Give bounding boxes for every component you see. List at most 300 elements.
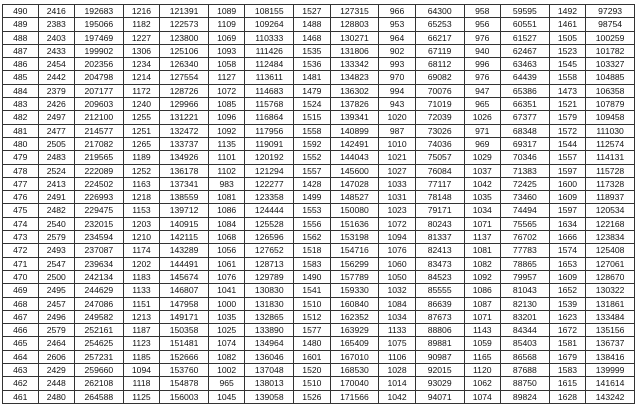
table-cell: 1609 <box>549 270 586 283</box>
table-cell: 118937 <box>586 191 635 204</box>
table-cell: 1492 <box>549 5 586 18</box>
table-body <box>3 5 635 404</box>
table-cell: 940 <box>464 44 501 57</box>
table-cell: 1572 <box>549 124 586 137</box>
table-cell: 2496 <box>38 310 75 323</box>
table-cell: 87673 <box>415 310 464 323</box>
score-cell: 465 <box>3 337 39 350</box>
table-cell: 964 <box>379 31 416 44</box>
table-cell: 60551 <box>501 18 550 31</box>
table-cell: 149171 <box>160 310 209 323</box>
table-cell: 1527 <box>294 5 331 18</box>
table-cell: 138416 <box>586 350 635 363</box>
score-cell: 486 <box>3 58 39 71</box>
table-cell: 1577 <box>294 324 331 337</box>
table-cell: 244629 <box>75 284 124 297</box>
table-row <box>3 390 635 403</box>
table-cell: 1002 <box>208 364 245 377</box>
table-cell: 112574 <box>586 137 635 150</box>
table-cell: 156299 <box>330 257 379 270</box>
table-cell: 214577 <box>75 124 124 137</box>
table-cell: 1187 <box>123 324 160 337</box>
table-cell: 1133 <box>123 284 160 297</box>
table-cell: 1557 <box>549 151 586 164</box>
table-cell: 1058 <box>208 58 245 71</box>
table-cell: 1109 <box>208 18 245 31</box>
table-cell: 217082 <box>75 137 124 150</box>
table-cell: 59595 <box>501 5 550 18</box>
table-cell: 264588 <box>75 390 124 403</box>
table-cell: 1544 <box>549 137 586 150</box>
table-cell: 902 <box>379 44 416 57</box>
table-cell: 159330 <box>330 284 379 297</box>
table-cell: 1518 <box>294 244 331 257</box>
table-cell: 239634 <box>75 257 124 270</box>
table-cell: 122277 <box>245 177 294 190</box>
table-cell: 1084 <box>208 217 245 230</box>
table-cell: 103327 <box>586 58 635 71</box>
table-cell: 234594 <box>75 231 124 244</box>
table-cell: 1060 <box>379 257 416 270</box>
table-cell: 1069 <box>208 31 245 44</box>
table-cell: 78148 <box>415 191 464 204</box>
table-cell: 2505 <box>38 137 75 150</box>
table-cell: 247086 <box>75 297 124 310</box>
table-cell: 81337 <box>415 231 464 244</box>
score-cell: 490 <box>3 5 39 18</box>
table-cell: 1021 <box>379 151 416 164</box>
table-cell: 86568 <box>501 350 550 363</box>
table-cell: 154878 <box>160 377 209 390</box>
table-cell: 1520 <box>294 364 331 377</box>
table-cell: 1029 <box>464 151 501 164</box>
table-cell: 84344 <box>501 324 550 337</box>
table-cell: 133890 <box>245 324 294 337</box>
table-cell: 996 <box>464 58 501 71</box>
table-cell: 2464 <box>38 337 75 350</box>
table-cell: 1045 <box>208 390 245 403</box>
table-cell: 2433 <box>38 44 75 57</box>
table-cell: 222089 <box>75 164 124 177</box>
table-cell: 1037 <box>464 164 501 177</box>
table-cell: 136737 <box>586 337 635 350</box>
table-cell: 1251 <box>123 124 160 137</box>
table-cell: 1601 <box>294 350 331 363</box>
table-cell: 1023 <box>379 204 416 217</box>
table-cell: 1536 <box>294 58 331 71</box>
table-cell: 101782 <box>586 44 635 57</box>
table-cell: 133484 <box>586 310 635 323</box>
table-cell: 123358 <box>245 191 294 204</box>
score-cell: 466 <box>3 324 39 337</box>
table-cell: 1106 <box>379 350 416 363</box>
table-cell: 1428 <box>294 177 331 190</box>
table-cell: 1265 <box>123 137 160 150</box>
table-cell: 2497 <box>38 111 75 124</box>
table-row <box>3 377 635 390</box>
table-cell: 976 <box>464 71 501 84</box>
table-cell: 1032 <box>379 284 416 297</box>
table-cell: 1163 <box>123 177 160 190</box>
table-cell: 1094 <box>379 231 416 244</box>
table-cell: 1597 <box>549 164 586 177</box>
table-cell: 1143 <box>464 324 501 337</box>
table-cell: 1539 <box>549 297 586 310</box>
table-cell: 139058 <box>245 390 294 403</box>
score-cell: 469 <box>3 284 39 297</box>
table-cell: 212100 <box>75 111 124 124</box>
table-cell: 2429 <box>38 364 75 377</box>
table-cell: 953 <box>379 18 416 31</box>
table-cell: 90987 <box>415 350 464 363</box>
table-cell: 1468 <box>294 31 331 44</box>
table-cell: 1076 <box>379 244 416 257</box>
table-cell: 136046 <box>245 350 294 363</box>
table-cell: 141614 <box>586 377 635 390</box>
table-cell: 117956 <box>245 124 294 137</box>
table-cell: 126340 <box>160 58 209 71</box>
table-cell: 1042 <box>379 390 416 403</box>
table-cell: 1600 <box>549 177 586 190</box>
table-cell: 143289 <box>160 244 209 257</box>
table-cell: 232015 <box>75 217 124 230</box>
score-cell: 482 <box>3 111 39 124</box>
table-cell: 142115 <box>160 231 209 244</box>
table-cell: 976 <box>464 31 501 44</box>
table-cell: 124444 <box>245 204 294 217</box>
table-row <box>3 5 635 18</box>
table-cell: 76702 <box>501 231 550 244</box>
table-cell: 252161 <box>75 324 124 337</box>
table-cell: 86639 <box>415 297 464 310</box>
score-cell: 483 <box>3 98 39 111</box>
table-row <box>3 217 635 230</box>
table-cell: 168530 <box>330 364 379 377</box>
table-cell: 1050 <box>379 270 416 283</box>
table-cell: 1133 <box>379 324 416 337</box>
table-cell: 226993 <box>75 191 124 204</box>
table-cell: 125528 <box>245 217 294 230</box>
table-cell: 1523 <box>549 44 586 57</box>
table-cell: 1027 <box>379 164 416 177</box>
score-cell: 474 <box>3 217 39 230</box>
table-cell: 1556 <box>294 217 331 230</box>
table-cell: 137048 <box>245 364 294 377</box>
table-cell: 125408 <box>586 244 635 257</box>
table-cell: 259660 <box>75 364 124 377</box>
table-cell: 89881 <box>415 337 464 350</box>
table-cell: 1574 <box>549 244 586 257</box>
table-cell: 1137 <box>464 231 501 244</box>
table-cell: 144043 <box>330 151 379 164</box>
table-cell: 1072 <box>379 217 416 230</box>
table-cell: 74036 <box>415 137 464 150</box>
table-cell: 84523 <box>415 270 464 283</box>
table-cell: 1461 <box>549 18 586 31</box>
table-cell: 79957 <box>501 270 550 283</box>
table-cell: 1490 <box>294 270 331 283</box>
table-cell: 1096 <box>208 111 245 124</box>
table-cell: 126596 <box>245 231 294 244</box>
table-cell: 1521 <box>549 98 586 111</box>
table-cell: 113611 <box>245 71 294 84</box>
table-cell: 154716 <box>330 244 379 257</box>
table-cell: 1666 <box>549 231 586 244</box>
table-cell: 1087 <box>464 297 501 310</box>
table-cell: 1488 <box>294 18 331 31</box>
table-cell: 140899 <box>330 124 379 137</box>
table-cell: 64300 <box>415 5 464 18</box>
table-row <box>3 350 635 363</box>
table-cell: 262108 <box>75 377 124 390</box>
table-cell: 133737 <box>160 137 209 150</box>
table-cell: 153198 <box>330 231 379 244</box>
table-cell: 130271 <box>330 31 379 44</box>
table-cell: 1515 <box>294 111 331 124</box>
table-cell: 152666 <box>160 350 209 363</box>
table-row <box>3 18 635 31</box>
table-cell: 1125 <box>123 390 160 403</box>
table-cell: 139341 <box>330 111 379 124</box>
table-cell: 106358 <box>586 84 635 97</box>
table-cell: 109458 <box>586 111 635 124</box>
table-cell: 1062 <box>464 377 501 390</box>
table-cell: 1583 <box>294 257 331 270</box>
table-cell: 1679 <box>549 350 586 363</box>
table-cell: 1214 <box>123 71 160 84</box>
table-row <box>3 231 635 244</box>
table-cell: 110333 <box>245 31 294 44</box>
table-cell: 1202 <box>123 257 160 270</box>
table-cell: 137341 <box>160 177 209 190</box>
table-cell: 224502 <box>75 177 124 190</box>
score-cell: 478 <box>3 164 39 177</box>
table-cell: 1028 <box>379 364 416 377</box>
table-cell: 131221 <box>160 111 209 124</box>
table-cell: 2403 <box>38 31 75 44</box>
score-cell: 476 <box>3 191 39 204</box>
table-cell: 171566 <box>330 390 379 403</box>
table-cell: 1074 <box>464 390 501 403</box>
score-cell: 475 <box>3 204 39 217</box>
table-cell: 1512 <box>294 310 331 323</box>
table-cell: 1189 <box>123 151 160 164</box>
table-cell: 65253 <box>415 18 464 31</box>
table-cell: 1653 <box>549 257 586 270</box>
table-cell: 1558 <box>549 71 586 84</box>
table-cell: 1093 <box>208 44 245 57</box>
table-cell: 75057 <box>415 151 464 164</box>
table-cell: 1033 <box>379 177 416 190</box>
table-cell: 1505 <box>549 31 586 44</box>
table-cell: 122168 <box>586 217 635 230</box>
table-cell: 1628 <box>549 390 586 403</box>
table-cell: 1076 <box>208 270 245 283</box>
table-cell: 66217 <box>415 31 464 44</box>
table-cell: 1255 <box>123 111 160 124</box>
table-cell: 965 <box>464 98 501 111</box>
table-cell: 1072 <box>208 84 245 97</box>
table-cell: 82130 <box>501 297 550 310</box>
table-cell: 2383 <box>38 18 75 31</box>
table-cell: 971 <box>464 124 501 137</box>
table-cell: 138013 <box>245 377 294 390</box>
table-row <box>3 244 635 257</box>
table-cell: 983 <box>208 177 245 190</box>
table-cell: 156003 <box>160 390 209 403</box>
table-cell: 970 <box>379 71 416 84</box>
table-cell: 143242 <box>586 390 635 403</box>
table-cell: 134926 <box>160 151 209 164</box>
table-cell: 966 <box>379 5 416 18</box>
score-cell: 467 <box>3 310 39 323</box>
table-cell: 153760 <box>160 364 209 377</box>
score-cell: 468 <box>3 297 39 310</box>
score-cell: 473 <box>3 231 39 244</box>
table-cell: 2540 <box>38 217 75 230</box>
table-cell: 1609 <box>549 191 586 204</box>
table-cell: 1545 <box>549 58 586 71</box>
table-cell: 1092 <box>464 270 501 283</box>
table-cell: 969 <box>464 137 501 150</box>
score-cell: 477 <box>3 177 39 190</box>
table-row <box>3 98 635 111</box>
table-cell: 1061 <box>208 257 245 270</box>
table-cell: 145600 <box>330 164 379 177</box>
score-cell: 485 <box>3 71 39 84</box>
table-cell: 2524 <box>38 164 75 177</box>
table-cell: 94071 <box>415 390 464 403</box>
table-cell: 965 <box>208 377 245 390</box>
table-row <box>3 310 635 323</box>
table-cell: 1089 <box>208 5 245 18</box>
table-cell: 71383 <box>501 164 550 177</box>
table-row <box>3 297 635 310</box>
table-row <box>3 324 635 337</box>
table-cell: 1041 <box>208 284 245 297</box>
table-cell: 131830 <box>245 297 294 310</box>
table-cell: 114683 <box>245 84 294 97</box>
table-cell: 2500 <box>38 270 75 283</box>
table-cell: 1553 <box>294 204 331 217</box>
table-cell: 1082 <box>464 257 501 270</box>
table-cell: 93029 <box>415 377 464 390</box>
table-cell: 129966 <box>160 98 209 111</box>
table-cell: 115768 <box>245 98 294 111</box>
table-cell: 136178 <box>160 164 209 177</box>
table-cell: 2495 <box>38 284 75 297</box>
table-cell: 70076 <box>415 84 464 97</box>
table-cell: 1120 <box>464 364 501 377</box>
table-cell: 229475 <box>75 204 124 217</box>
table-cell: 1025 <box>208 324 245 337</box>
table-row <box>3 44 635 57</box>
table-cell: 1153 <box>123 204 160 217</box>
table-cell: 129789 <box>245 270 294 283</box>
table-cell: 82413 <box>415 244 464 257</box>
table-cell: 98754 <box>586 18 635 31</box>
table-row <box>3 204 635 217</box>
table-cell: 66351 <box>501 98 550 111</box>
table-cell: 123800 <box>160 31 209 44</box>
table-cell: 249582 <box>75 310 124 323</box>
table-cell: 1597 <box>549 204 586 217</box>
table-cell: 1510 <box>294 377 331 390</box>
table-cell: 1084 <box>379 297 416 310</box>
table-cell: 135156 <box>586 324 635 337</box>
table-cell: 1481 <box>294 71 331 84</box>
table-cell: 144491 <box>160 257 209 270</box>
table-row <box>3 270 635 283</box>
table-cell: 140915 <box>160 217 209 230</box>
table-cell: 132865 <box>245 310 294 323</box>
table-row <box>3 284 635 297</box>
table-cell: 127554 <box>160 71 209 84</box>
table-cell: 1541 <box>294 284 331 297</box>
table-cell: 1510 <box>294 297 331 310</box>
table-cell: 122573 <box>160 18 209 31</box>
table-cell: 254625 <box>75 337 124 350</box>
table-cell: 117328 <box>586 177 635 190</box>
table-cell: 2477 <box>38 124 75 137</box>
table-cell: 123834 <box>586 231 635 244</box>
score-cell: 484 <box>3 84 39 97</box>
table-cell: 1135 <box>208 137 245 150</box>
table-cell: 1499 <box>294 191 331 204</box>
table-cell: 1183 <box>123 270 160 283</box>
table-cell: 1234 <box>123 58 160 71</box>
table-cell: 131806 <box>330 44 379 57</box>
table-cell: 111030 <box>586 124 635 137</box>
table-cell: 2413 <box>38 177 75 190</box>
table-cell: 1035 <box>464 191 501 204</box>
table-cell: 993 <box>379 58 416 71</box>
table-cell: 1075 <box>379 337 416 350</box>
table-cell: 112484 <box>245 58 294 71</box>
table-cell: 68112 <box>415 58 464 71</box>
table-cell: 65386 <box>501 84 550 97</box>
table-cell: 2493 <box>38 244 75 257</box>
table-cell: 1081 <box>464 244 501 257</box>
table-cell: 1102 <box>208 164 245 177</box>
table-row <box>3 71 635 84</box>
table-cell: 1227 <box>123 31 160 44</box>
table-cell: 120192 <box>245 151 294 164</box>
table-cell: 1672 <box>549 324 586 337</box>
table-cell: 107879 <box>586 98 635 111</box>
table-cell: 100259 <box>586 31 635 44</box>
table-cell: 67119 <box>415 44 464 57</box>
table-cell: 121391 <box>160 5 209 18</box>
table-cell: 134823 <box>330 71 379 84</box>
table-cell: 1634 <box>549 217 586 230</box>
table-cell: 1479 <box>294 84 331 97</box>
table-cell: 242134 <box>75 270 124 283</box>
table-cell: 111426 <box>245 44 294 57</box>
table-cell: 2442 <box>38 71 75 84</box>
table-cell: 137826 <box>330 98 379 111</box>
table-cell: 1020 <box>379 111 416 124</box>
table-cell: 1094 <box>123 364 160 377</box>
table-cell: 69082 <box>415 71 464 84</box>
table-cell: 130830 <box>245 284 294 297</box>
table-cell: 121294 <box>245 164 294 177</box>
table-cell: 1562 <box>294 231 331 244</box>
table-cell: 257231 <box>75 350 124 363</box>
table-cell: 994 <box>379 84 416 97</box>
table-cell: 108155 <box>245 5 294 18</box>
table-cell: 1085 <box>208 98 245 111</box>
